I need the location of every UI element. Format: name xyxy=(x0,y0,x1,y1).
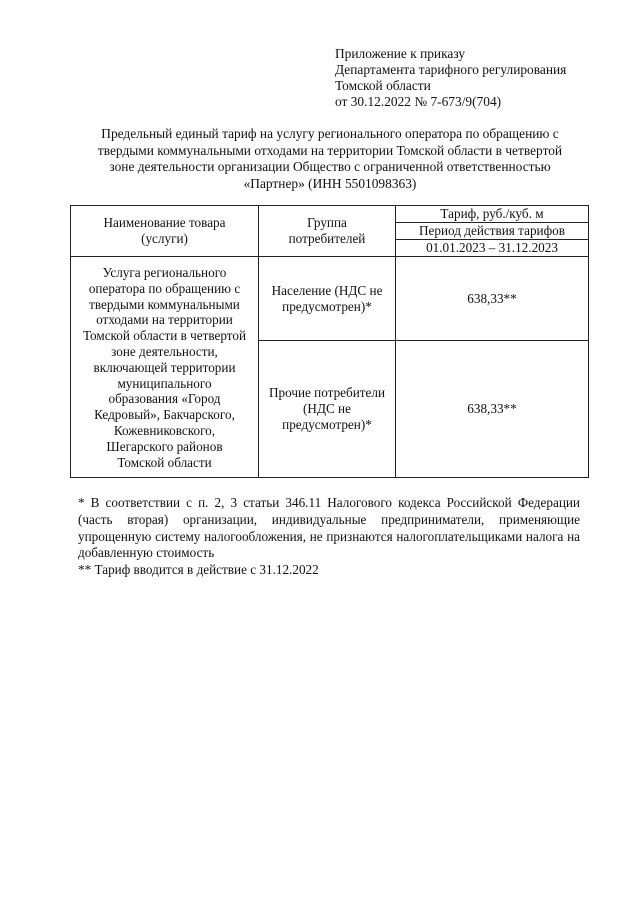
header-line: Департамента тарифного регулирования xyxy=(335,62,567,77)
table-row xyxy=(71,257,589,341)
consumer-group-other: Прочие потребители (НДС не предусмотрен)* xyxy=(259,341,396,478)
tariff-value: 638,33** xyxy=(396,341,589,478)
header-line: Приложение к приказу xyxy=(335,46,466,61)
title-line: Предельный единый тариф на услугу регионального оператора по обращению с xyxy=(101,126,559,141)
column-header-service: Наименование товара (услуги) xyxy=(71,206,259,257)
title-line: твердыми коммунальными отходами на территории Томской области в четвертой xyxy=(97,142,563,158)
footnote-effective-date: ** Тариф вводится в действие с 31.12.2022 xyxy=(78,562,319,578)
title-line: зоне деятельности организации Общество с ограниченной ответственностью xyxy=(109,159,551,174)
header-line: от 30.12.2022 № 7-673/9(704) xyxy=(335,94,502,109)
title-line: «Партнер» (ИНН 5501098363) xyxy=(243,175,417,191)
consumer-group-population: Население (НДС не предусмотрен)* xyxy=(259,257,396,341)
service-description: Услуга регионального оператора по обращению с твердыми коммунальными отходами на территории Томской области в четвертой зоне деятельности, включающей территории муниципального образования «Город Кедровый», Бакчарского, Кожевниковского, Шегарского районов Томской области xyxy=(71,257,259,478)
document-title xyxy=(70,126,590,192)
tariff-table xyxy=(70,205,589,478)
column-header-tariff: Тариф, руб./куб. м xyxy=(396,206,589,223)
footnote-vat: * В соответствии с п. 2, 3 статьи 346.11 Налогового кодекса Российской Федерации (часть вторая) организации, индивидуальные предприниматели, применяющие упрощенную систему налогообложения, не признаются налогоплательщиками налога на добавленную стоимость xyxy=(78,495,580,561)
period-value: 01.01.2023 – 31.12.2023 xyxy=(396,240,589,257)
column-header-consumer-group: Группа потребителей xyxy=(259,206,396,257)
footnotes xyxy=(78,495,580,579)
order-appendix-header xyxy=(335,46,566,110)
column-header-period: Период действия тарифов xyxy=(396,223,589,240)
tariff-value: 638,33** xyxy=(396,257,589,341)
header-line: Томской области xyxy=(335,78,431,93)
